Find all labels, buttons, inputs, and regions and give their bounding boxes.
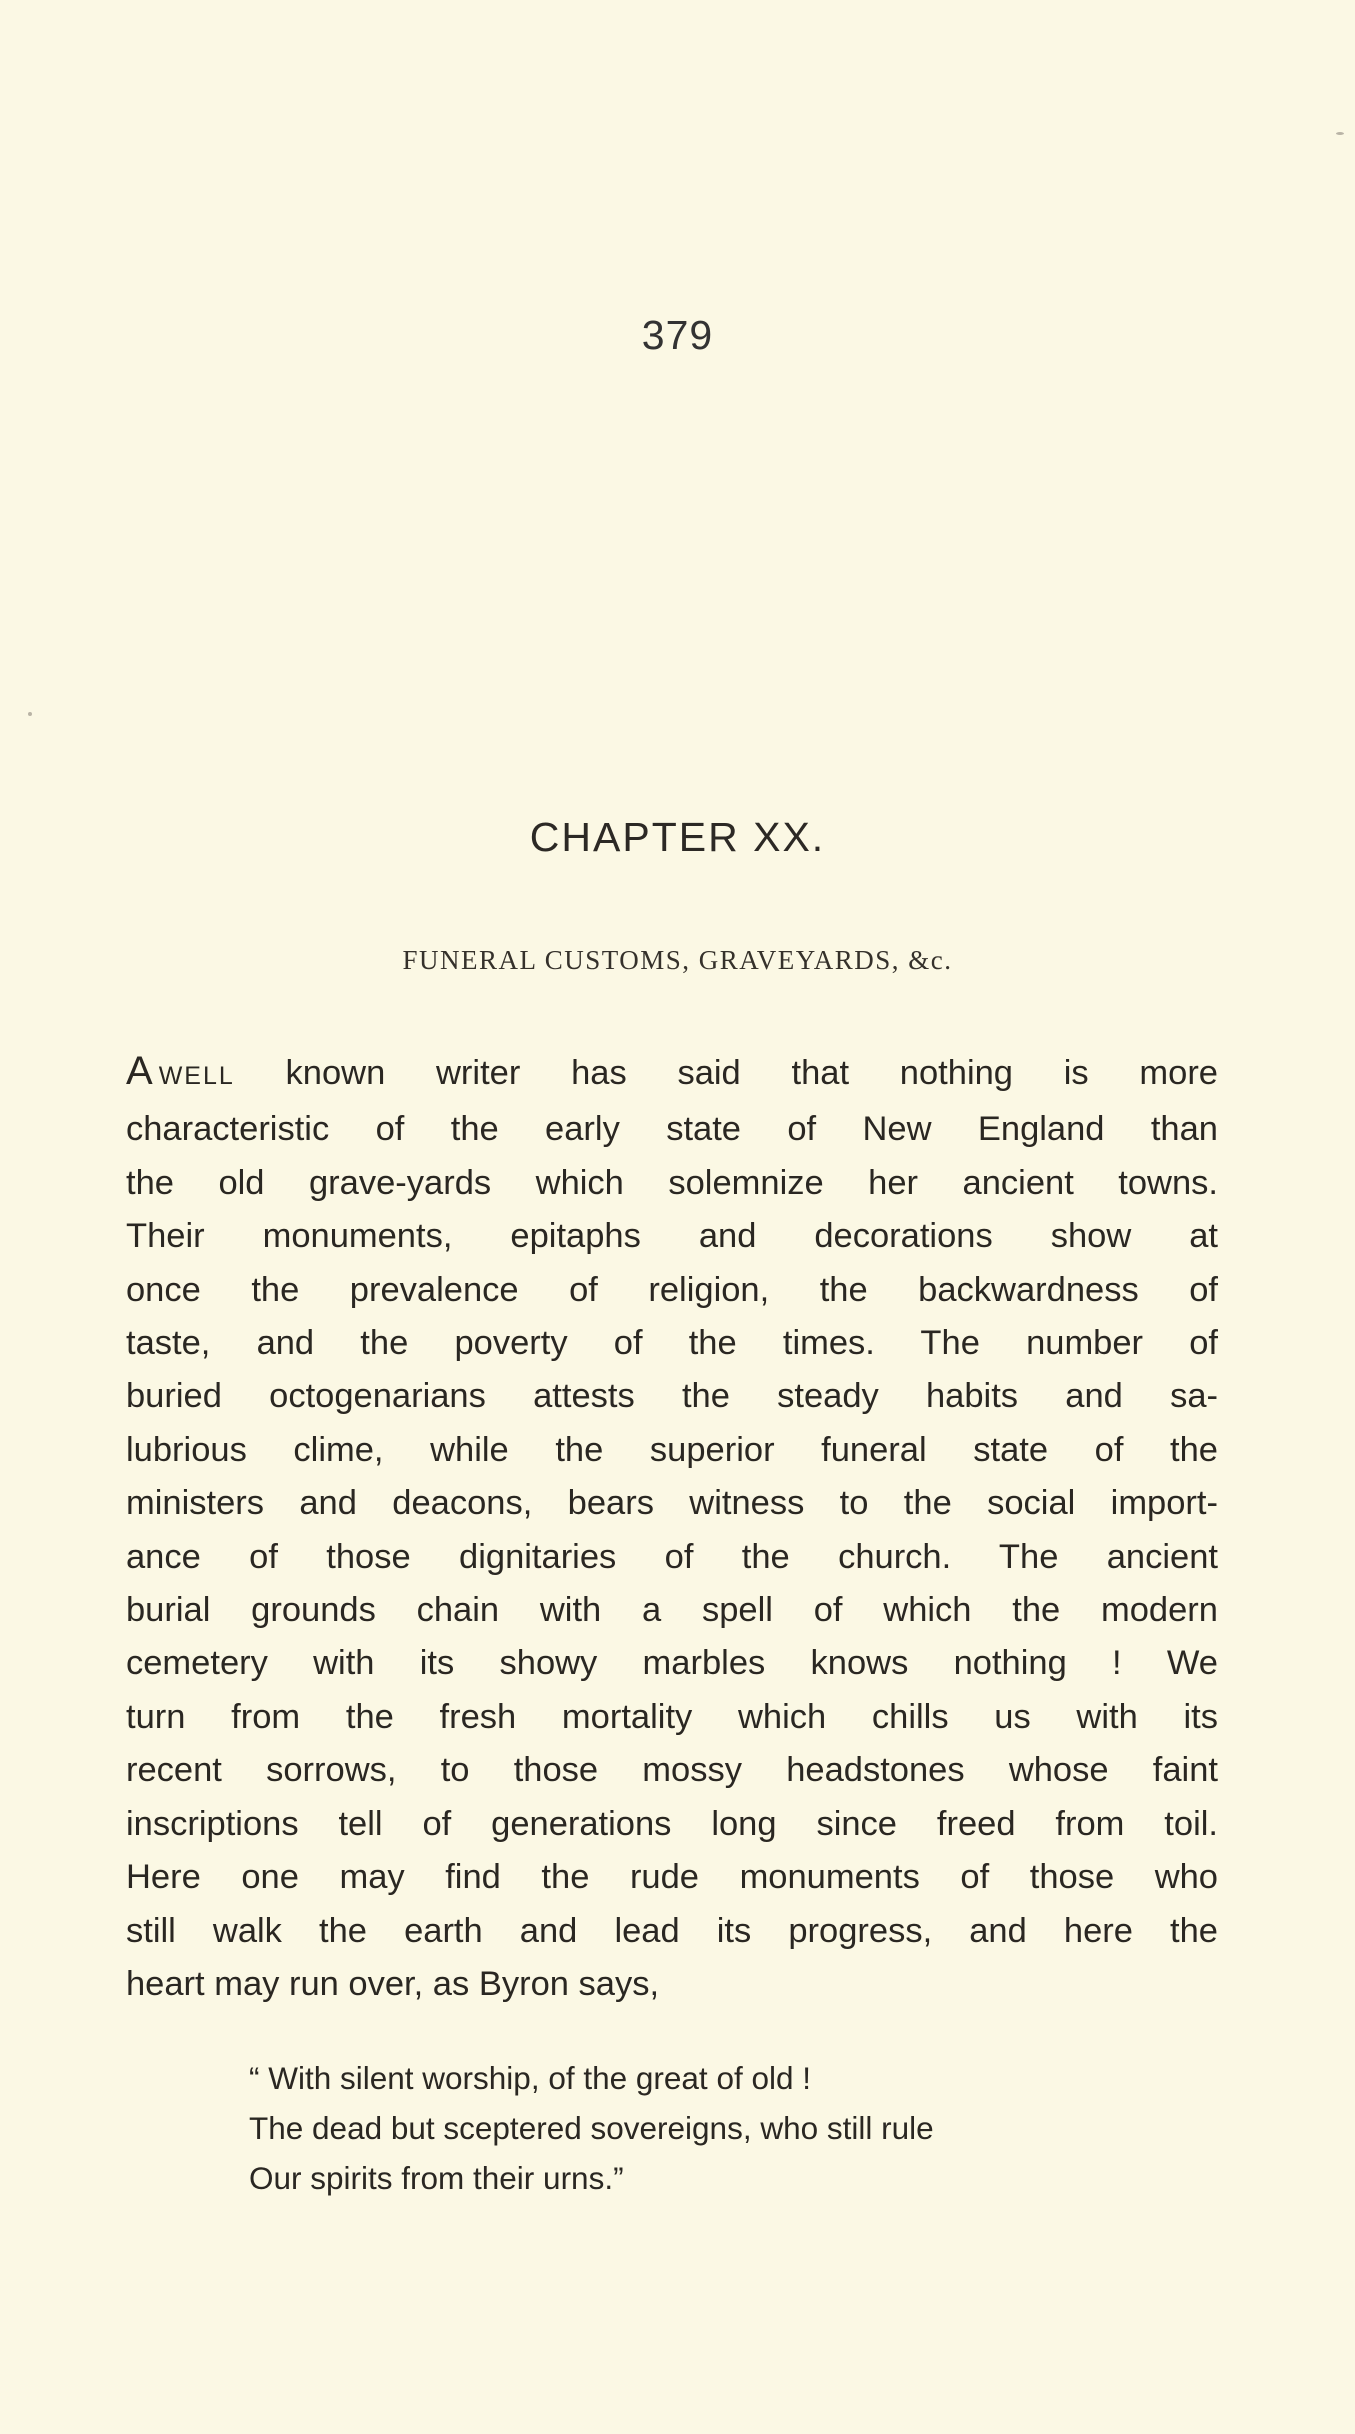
paper-speck [1336,132,1344,135]
verse-line: The dead but sceptered sovereigns, who still rule [249,2110,934,2146]
paragraph-line: lubrious clime, while the superior funeral state of the [126,1430,1218,1469]
small-caps-word: WELL [158,1062,235,1090]
paragraph-line: inscriptions tell of generations long since freed from toil. [126,1804,1218,1843]
paragraph-line: cemetery with its showy marbles knows nothing ! We [126,1644,1218,1683]
verse-line: Our spirits from their urns.” [249,2160,624,2196]
paragraph-line: taste, and the poverty of the times. The number of [126,1324,1218,1363]
paragraph-line: burial grounds chain with a spell of which the modern [126,1591,1218,1630]
paragraph-line: characteristic of the early state of New England than [126,1110,1218,1149]
paragraph-line: ministers and deacons, bears witness to the social import- [126,1484,1218,1523]
paragraph-line [126,1045,1218,1103]
paper-speck [28,712,32,716]
chapter-subtitle: FUNERAL CUSTOMS, GRAVEYARDS, &c. [402,945,953,975]
paragraph-line: Their monuments, epitaphs and decorations show at [126,1217,1218,1256]
paragraph-line-text: known writer has said that nothing is more [234,1054,1218,1092]
chapter-title: CHAPTER XX. [529,814,826,860]
paragraph-line: recent sorrows, to those mossy headstones whose faint [126,1751,1218,1790]
body-paragraph [126,1045,1218,2011]
verse-quotation [249,2053,1149,2203]
paragraph-line: buried octogenarians attests the steady habits and sa- [126,1377,1218,1416]
page-number: 379 [641,312,714,358]
paragraph-line: the old grave-yards which solemnize her ancient towns. [126,1163,1218,1202]
drop-letter: A [126,1049,153,1093]
paragraph-line: Here one may find the rude monuments of those who [126,1858,1218,1897]
paragraph-line: ance of those dignitaries of the church. The ancient [126,1537,1218,1576]
paragraph-line: turn from the fresh mortality which chills us with its [126,1697,1218,1736]
paragraph-line: heart may run over, as Byron says, [126,1964,660,2003]
paragraph-line: still walk the earth and lead its progress, and here the [126,1911,1218,1950]
verse-line: “ With silent worship, of the great of old ! [249,2060,812,2096]
paragraph-line: once the prevalence of religion, the backwardness of [126,1270,1218,1309]
